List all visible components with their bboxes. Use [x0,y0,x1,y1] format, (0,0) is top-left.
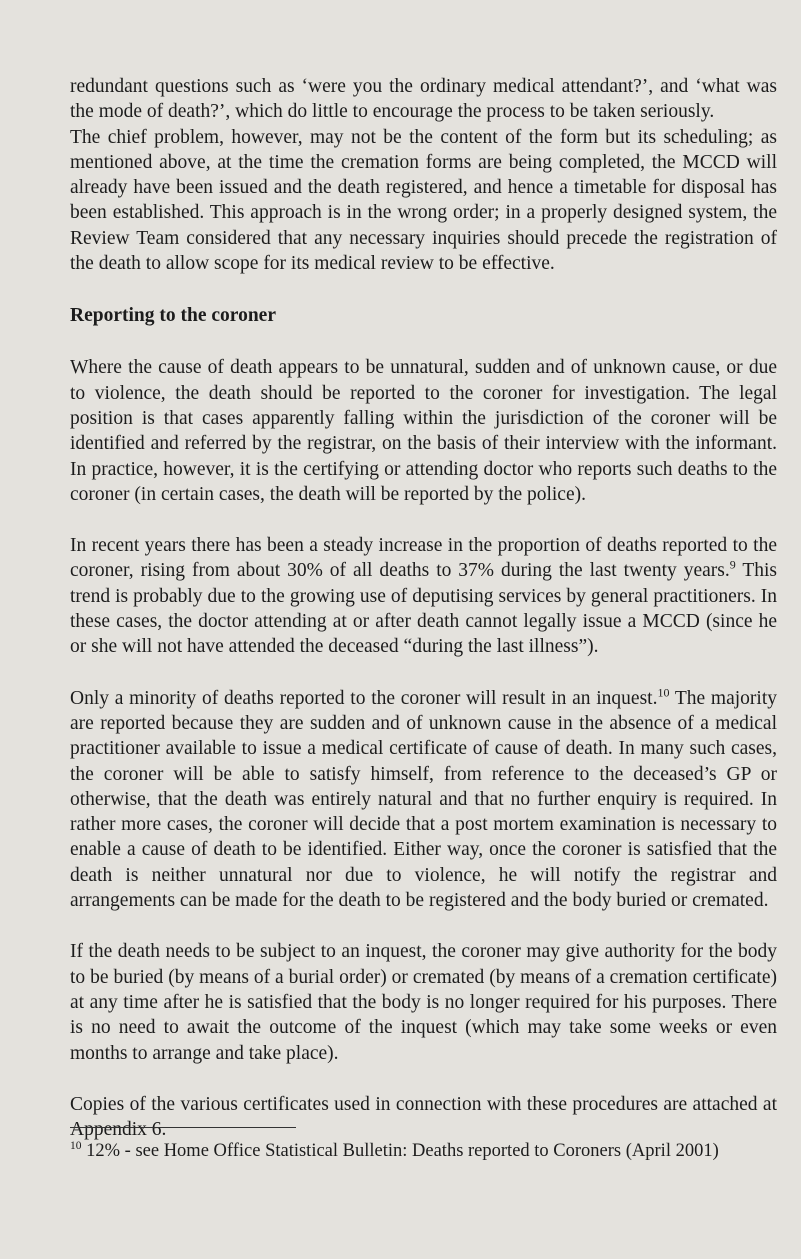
paragraph-text: This trend is probably due to the growing use of deputising services by general practitioners. In these cases, the doctor attending at or after death cannot legally issue a MCCD (since he or she will not have attended the deceased “during the last illness”). [70,560,777,658]
footnote-number: 10 [70,1139,82,1152]
section-heading-reporting-to-coroner: Reporting to the coroner [70,305,276,327]
paragraph-text: The majority are reported because they are sudden and of unknown cause in the absence of a medical practitioner available to issue a medical certificate of cause of death. In many such cases, the coroner will be able to satisfy himself, from reference to the deceased’s GP or otherwise, that the death was entirely natural and that no further enquiry is required. In rather more cases, the coroner will decide that a post mortem examination is necessary to enable a cause of death to be identified. Either way, once the coroner is satisfied that the death is neither unnatural nor due to violence, he will notify the registrar and arrangements can be made for the death to be registered and the body buried or cremated. [70,687,777,912]
paragraph-unnatural-death-reporting: Where the cause of death appears to be unnatural, sudden and of unknown cause, or due to violence, the death should be reported to the coroner for investigation. The legal position is that cases apparently falling within the jurisdiction of the coroner will be identified and referred by the registrar, on the basis of their interview with the informant. In practice, however, it is the certifying or attending doctor who reports such deaths to the coroner (in certain cases, the death will be reported by the police). [70,357,777,505]
footnote-divider [70,1127,296,1128]
footnote-text: 12% - see Home Office Statistical Bulletin: Deaths reported to Coroners (April 2001) [81,1141,719,1161]
paragraph-cremation-questions: redundant questions such as ‘were you the ordinary medical attendant?’, and ‘what was the mode of death?’, which do little to encourage the process to be taken seriously. [70,76,777,123]
paragraph-inquest-authority: If the death needs to be subject to an inquest, the coroner may give authority for the body to be buried (by means of a burial order) or cremated (by means of a cremation certificate) at any time after he is satisfied that the body is no longer required for his purposes. There is no need to await the outcome of the inquest (which may take some weeks or even months to arrange and take place). [70,941,777,1064]
footnote-reference: 9 [729,557,736,572]
paragraph-text: Only a minority of deaths reported to the coroner will result in an inquest. [70,687,658,709]
paragraph-scheduling-problem: The chief problem, however, may not be the content of the form but its scheduling; as mentioned above, at the time the cremation forms are being completed, the MCCD will already have been issued and the death registered, and hence a timetable for disposal has been established. This approach is in the wrong order; in a properly designed system, the Review Team considered that any necessary inquiries should precede the registration of the death to allow scope for its medical review to be effective. [70,126,777,275]
footnote [70,1139,719,1163]
paragraph-reporting-trend [70,533,777,659]
paragraph-text: In recent years there has been a steady increase in the proportion of deaths reported to the coroner, rising from about 30% of all deaths to 37% during the last twenty years. [70,535,777,582]
footnote-reference: 10 [657,685,670,700]
paragraph-inquest-minority [70,686,777,914]
paragraph-appendix-reference: Copies of the various certificates used in connection with these procedures are attached at Appendix 6. [70,1093,777,1141]
